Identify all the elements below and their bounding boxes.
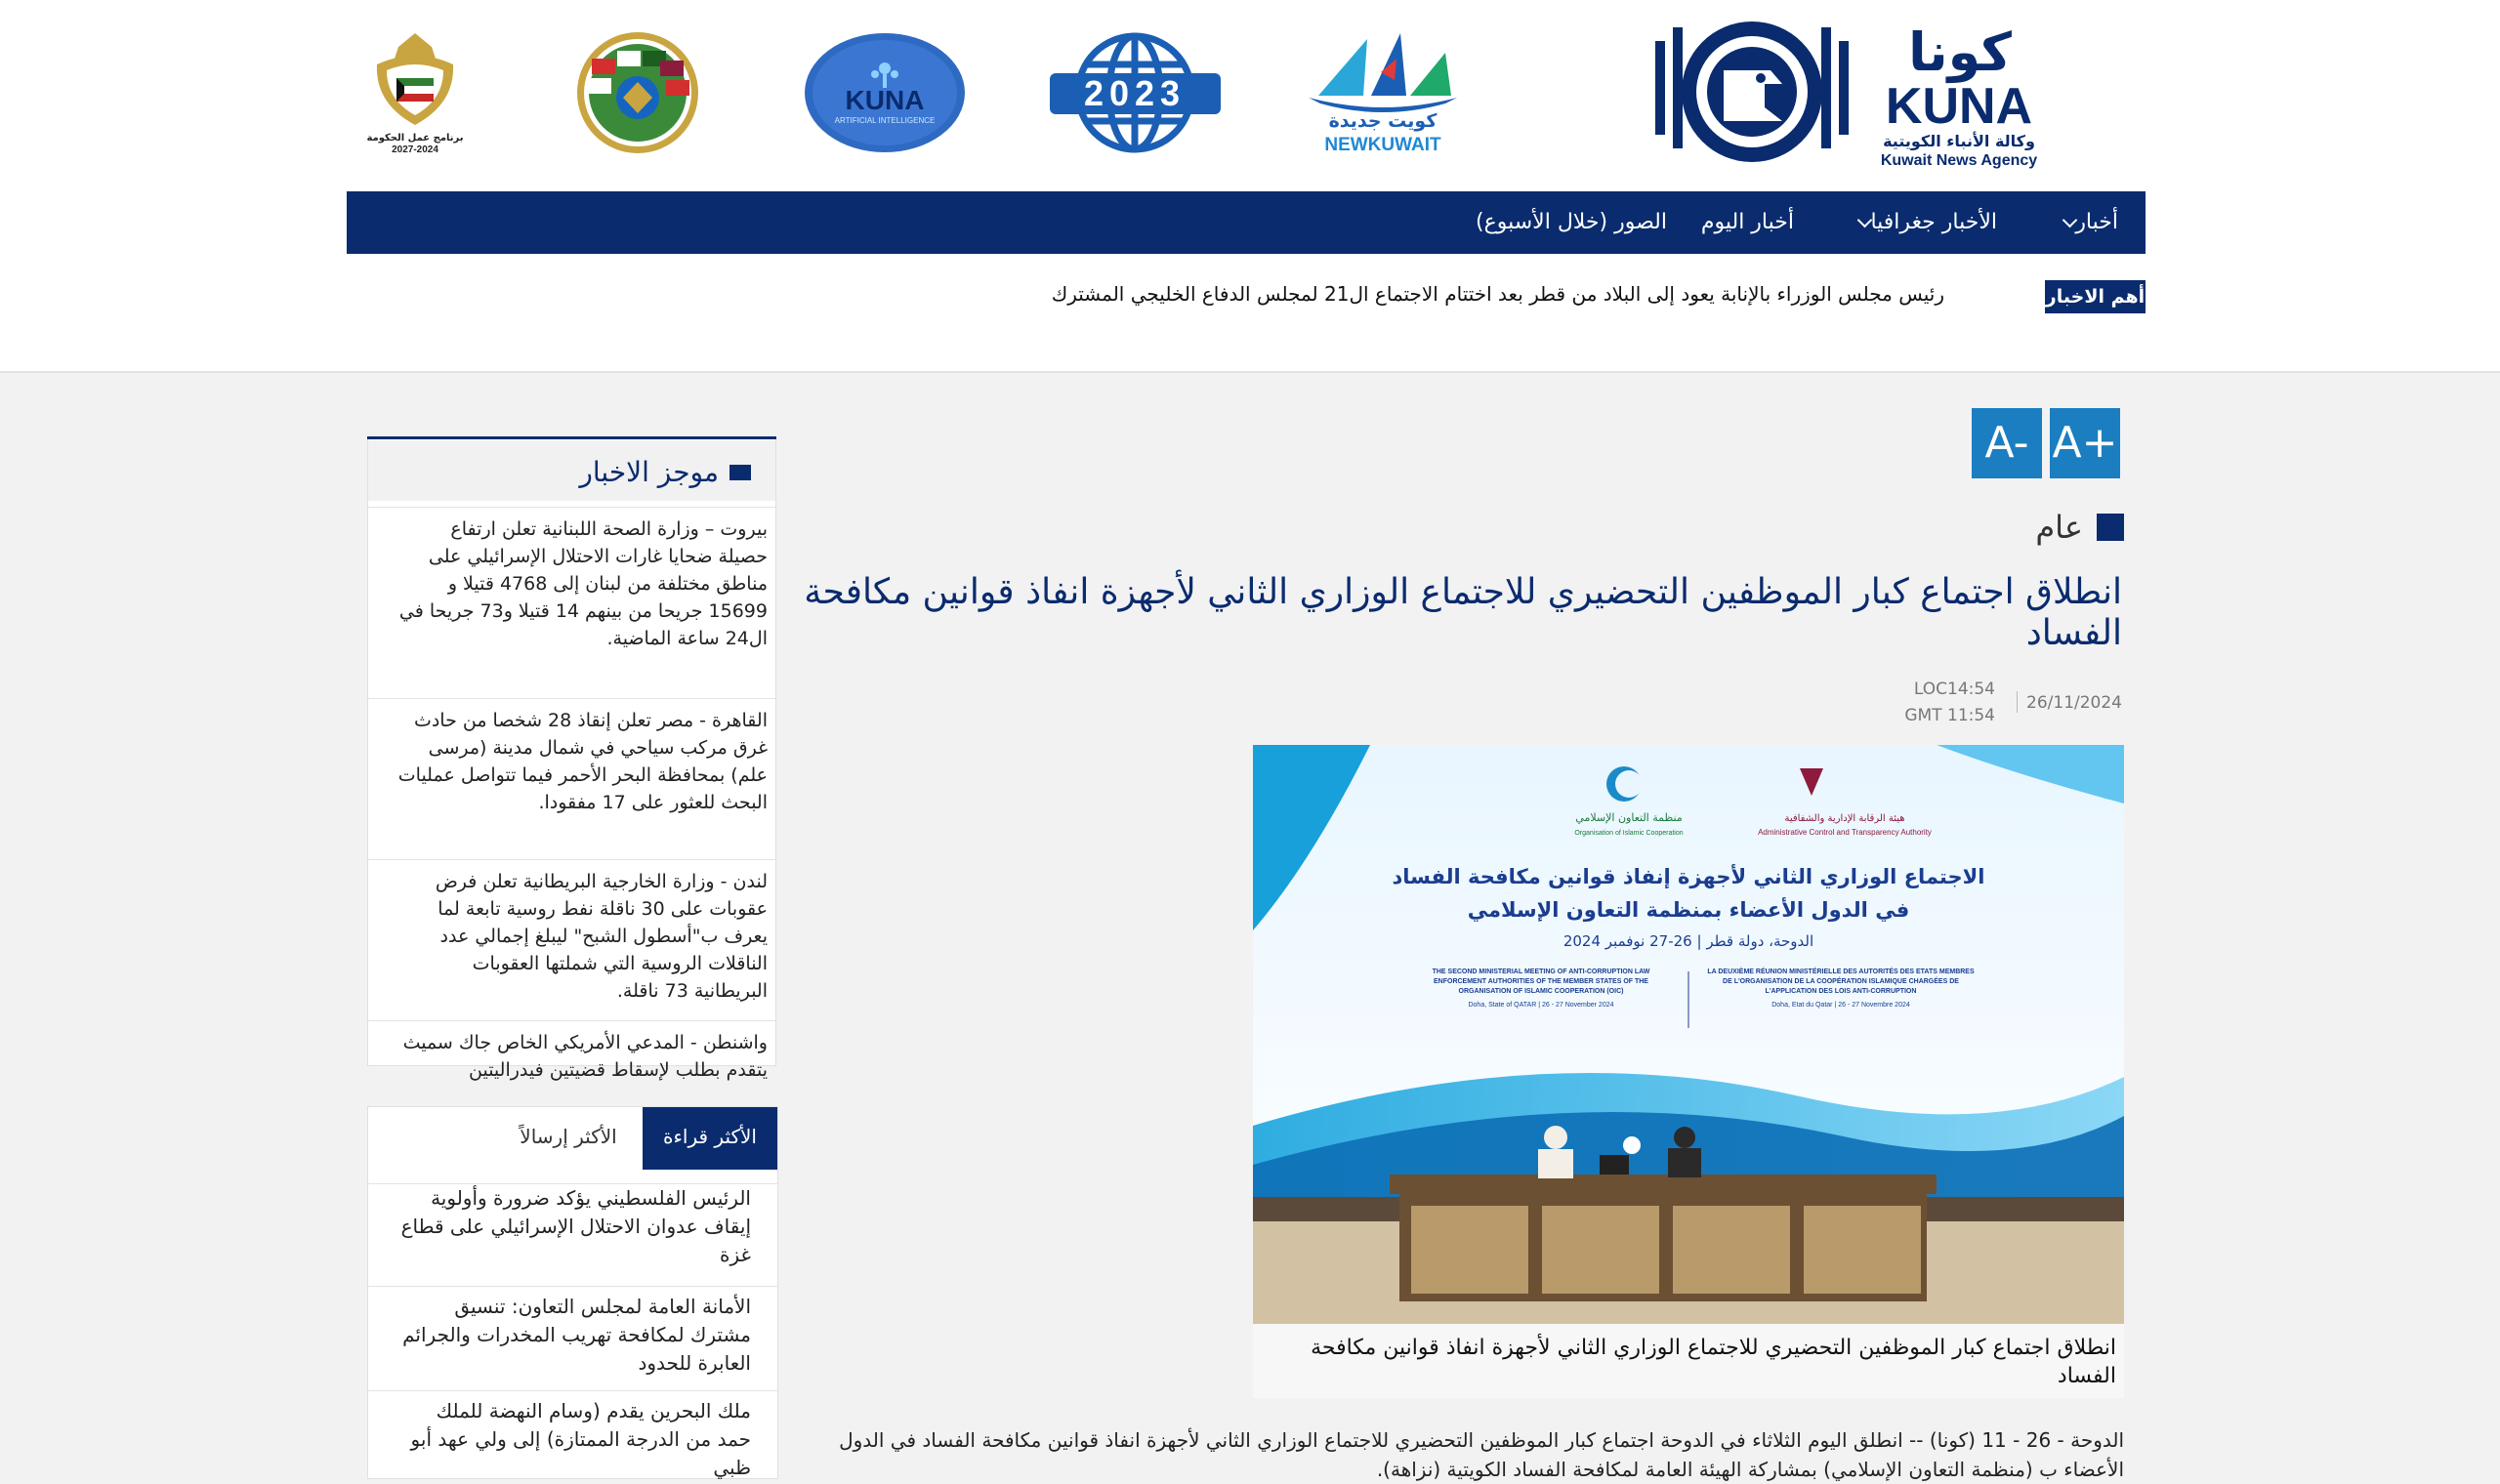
photo-caption-text: انطلاق اجتماع كبار الموظفين التحضيري للاجتماع الوزاري الثاني لأجهزة انفاذ قوانين مكافحة الفساد: [1311, 1336, 2116, 1388]
meta-divider: [2017, 691, 2018, 713]
nav-item-geo-news[interactable]: [1850, 191, 1997, 254]
nav-item-news[interactable]: [2055, 191, 2118, 254]
acta-logo-en: Administrative Control and Transparency Authority: [1758, 828, 1932, 837]
tab-most-sent[interactable]: الأكثر إرسالاً: [520, 1125, 617, 1148]
nav-item-today-news-label: أخبار اليوم: [1700, 210, 1794, 234]
kuna-logo-subtitle-en: Kuwait News Agency: [1880, 152, 2038, 169]
brief-item-text: بيروت – وزارة الصحة اللبنانية تعلن ارتفاع حصيلة ضحايا غارات الاحتلال الإسرائيلي على مناطق مختلفة من لبنان إلى 4768 قتيلا و 15699 جريحا من بينهم 14 قتيلا و73 جريحا في ال24 ساعة الماضية.: [398, 518, 768, 649]
article-title: انطلاق اجتماع كبار الموظفين التحضيري للاجتماع الوزاري الثاني لأجهزة انفاذ قوانين مكافحة الفساد: [804, 572, 2122, 653]
government-program-logo-line2: 2027-2024: [392, 144, 438, 155]
ticker-badge: أهم الاخبار: [2045, 280, 2146, 313]
news-brief-header: [368, 440, 775, 501]
brief-item-text: واشنطن - المدعي الأمريكي الخاص جاك سميث يتقدم بطلب لإسقاط قضيتين فيدراليتين: [402, 1032, 768, 1081]
brief-item-text: لندن - وزارة الخارجية البريطانية تعلن فرض عقوبات على 30 ناقلة نفط روسية تابعة لما يعرف ب"أسطول الشبح" ليبلغ إجمالي عدد الناقلات الروسية التي شملتها العقوبات البريطانية 73 ناقلة.: [435, 871, 768, 1002]
article-date: 26/11/2024: [2026, 693, 2122, 713]
acta-logo-ar: هيئة الرقابة الإدارية والشفافية: [1784, 813, 1905, 824]
most-read-item[interactable]: [368, 1183, 777, 1287]
banner-fr-title: LA DEUXIÈME RÉUNION MINISTÉRIELLE DES AUTORITÉS DES ETATS MEMBRES DE L'ORGANISATION DE LA COOPÉRATION ISLAMIQUE CHARGÉES DE L'APPLICATION DES LOIS ANTI-CORRUPTION: [1707, 969, 1975, 995]
brief-item-text: القاهرة - مصر تعلن إنقاذ 28 شخصا من حادث غرق مركب سياحي في شمال مدينة (مرسى علم) بمحافظة البحر الأحمر فيما تتواصل عمليات البحث للعثور على 17 مفقودا.: [397, 710, 768, 813]
oic-logo-ar: منظمة التعاون الإسلامي: [1575, 811, 1683, 824]
kuna-ai-logo[interactable]: [803, 31, 967, 154]
category-marker-icon: [2097, 514, 2124, 541]
government-program-logo-line1: برنامج عمل الحكومة: [366, 133, 464, 144]
breaking-news-ticker: [347, 276, 2146, 315]
kuna-logo-subtitle-ar: وكالة الأنباء الكويتية: [1883, 132, 2035, 150]
tab-most-read[interactable]: الأكثر قراءة: [643, 1107, 777, 1170]
oic-logo-en: Organisation of Islamic Cooperation: [1574, 830, 1684, 837]
banner-en-place: Doha, State of QATAR | 26 - 27 November 2024: [1468, 1002, 1614, 1009]
kuna-ai-logo-tagline: ARTIFICIAL INTELLIGENCE: [834, 116, 936, 125]
year-2023-logo[interactable]: [1050, 29, 1221, 156]
news-brief-box: [367, 436, 776, 1081]
year-2023-logo-text: 2023: [1083, 73, 1187, 113]
most-read-item-text: الأمانة العامة لمجلس التعاون: تنسيق مشترك لمكافحة تهريب المخدرات والجرائم العابرة للحدود: [402, 1295, 751, 1375]
section-marker-icon: [729, 465, 751, 480]
news-brief-list[interactable]: [368, 507, 775, 1081]
nav-item-weekly-photos-label: الصور (خلال الأسبوع): [1476, 210, 1667, 234]
font-increase-button[interactable]: A+: [2050, 408, 2120, 478]
news-brief-topline: [367, 436, 776, 439]
banner-title-line2: في الدول الأعضاء بمنظمة التعاون الإسلامي: [1467, 898, 1910, 922]
news-brief-title: موجز الاخبار: [579, 456, 719, 488]
article-gmt-time: GMT 11:54: [1904, 706, 1995, 725]
brief-item[interactable]: [368, 698, 775, 860]
nav-item-today-news[interactable]: [1701, 191, 1794, 254]
new-kuwait-logo-latin: NEWKUWAIT: [1324, 135, 1441, 155]
kuna-logo[interactable]: [1646, 14, 2056, 175]
banner-en-title: THE SECOND MINISTERIAL MEETING OF ANTI-CORRUPTION LAW ENFORCEMENT AUTHORITIES OF THE MEMBER STATES OF THE ORGANISATION OF ISLAMIC COOPERATION (OIC): [1432, 969, 1650, 995]
article-category: [2035, 506, 2124, 549]
nav-item-geo-news-label: الأخبار جغرافيا: [1870, 210, 1997, 234]
kuna-logo-arabic: كونا: [1908, 21, 2012, 83]
photo-caption: [1253, 1324, 2124, 1398]
banner-title-line1: الاجتماع الوزاري الثاني لأجهزة إنفاذ قوانين مكافحة الفساد: [1392, 865, 1985, 888]
new-kuwait-logo-arabic: كويت جديدة: [1328, 110, 1438, 132]
most-read-item-text: الرئيس الفلسطيني يؤكد ضرورة وأولوية إيقاف عدوان الاحتلال الإسرائيلي على قطاع غزة: [400, 1186, 751, 1266]
article-photo[interactable]: [1253, 745, 2124, 1324]
most-read-item[interactable]: [368, 1286, 777, 1391]
brief-item[interactable]: [368, 507, 775, 699]
most-read-item[interactable]: [368, 1390, 777, 1479]
font-decrease-button[interactable]: A-: [1972, 408, 2042, 478]
nav-item-weekly-photos[interactable]: [1476, 191, 1667, 254]
category-label[interactable]: عام: [2035, 509, 2083, 546]
banner-place: الدوحة، دولة قطر | 26-27 نوفمبر 2024: [1562, 932, 1814, 950]
brief-item[interactable]: [368, 859, 775, 1021]
new-kuwait-logo[interactable]: [1299, 29, 1467, 156]
ticker-headline[interactable]: رئيس مجلس الوزراء بالإنابة يعود إلى البلاد من قطر بعد اختتام الاجتماع ال21 لمجلس الدفاع الخليجي المشترك: [1051, 282, 1944, 306]
government-program-logo[interactable]: [361, 27, 469, 158]
most-read-item-text: ملك البحرين يقدم (وسام النهضة للملك حمد من الدرجة الممتازة) إلى ولي عهد أبو ظبي: [410, 1399, 751, 1479]
kuna-ai-logo-name: KUNA: [845, 85, 925, 115]
gcc-logo[interactable]: [553, 29, 724, 156]
article-body: الدوحة - 26 - 11 (كونا) -- انطلق اليوم الثلاثاء في الدوحة اجتماع كبار الموظفين التحضيري للاجتماع الوزاري الثاني لأجهزة انفاذ قوانين مكافحة الفساد في الدول الأعضاء ب (منظمة التعاون الإسلامي) بمشاركة الهيئة العامة لمكافحة الفساد الكويتية (نزاهة).: [839, 1428, 2124, 1481]
banner-fr-place: Doha, Etat du Qatar | 26 - 27 Novembre 2024: [1771, 1002, 1910, 1009]
nav-item-news-label: أخبار: [2075, 210, 2118, 234]
main-navbar: [347, 191, 2146, 254]
kuna-logo-latin: KUNA: [1885, 78, 2033, 135]
most-popular-box: [367, 1106, 778, 1479]
article-local-time: LOC14:54: [1913, 680, 1995, 699]
